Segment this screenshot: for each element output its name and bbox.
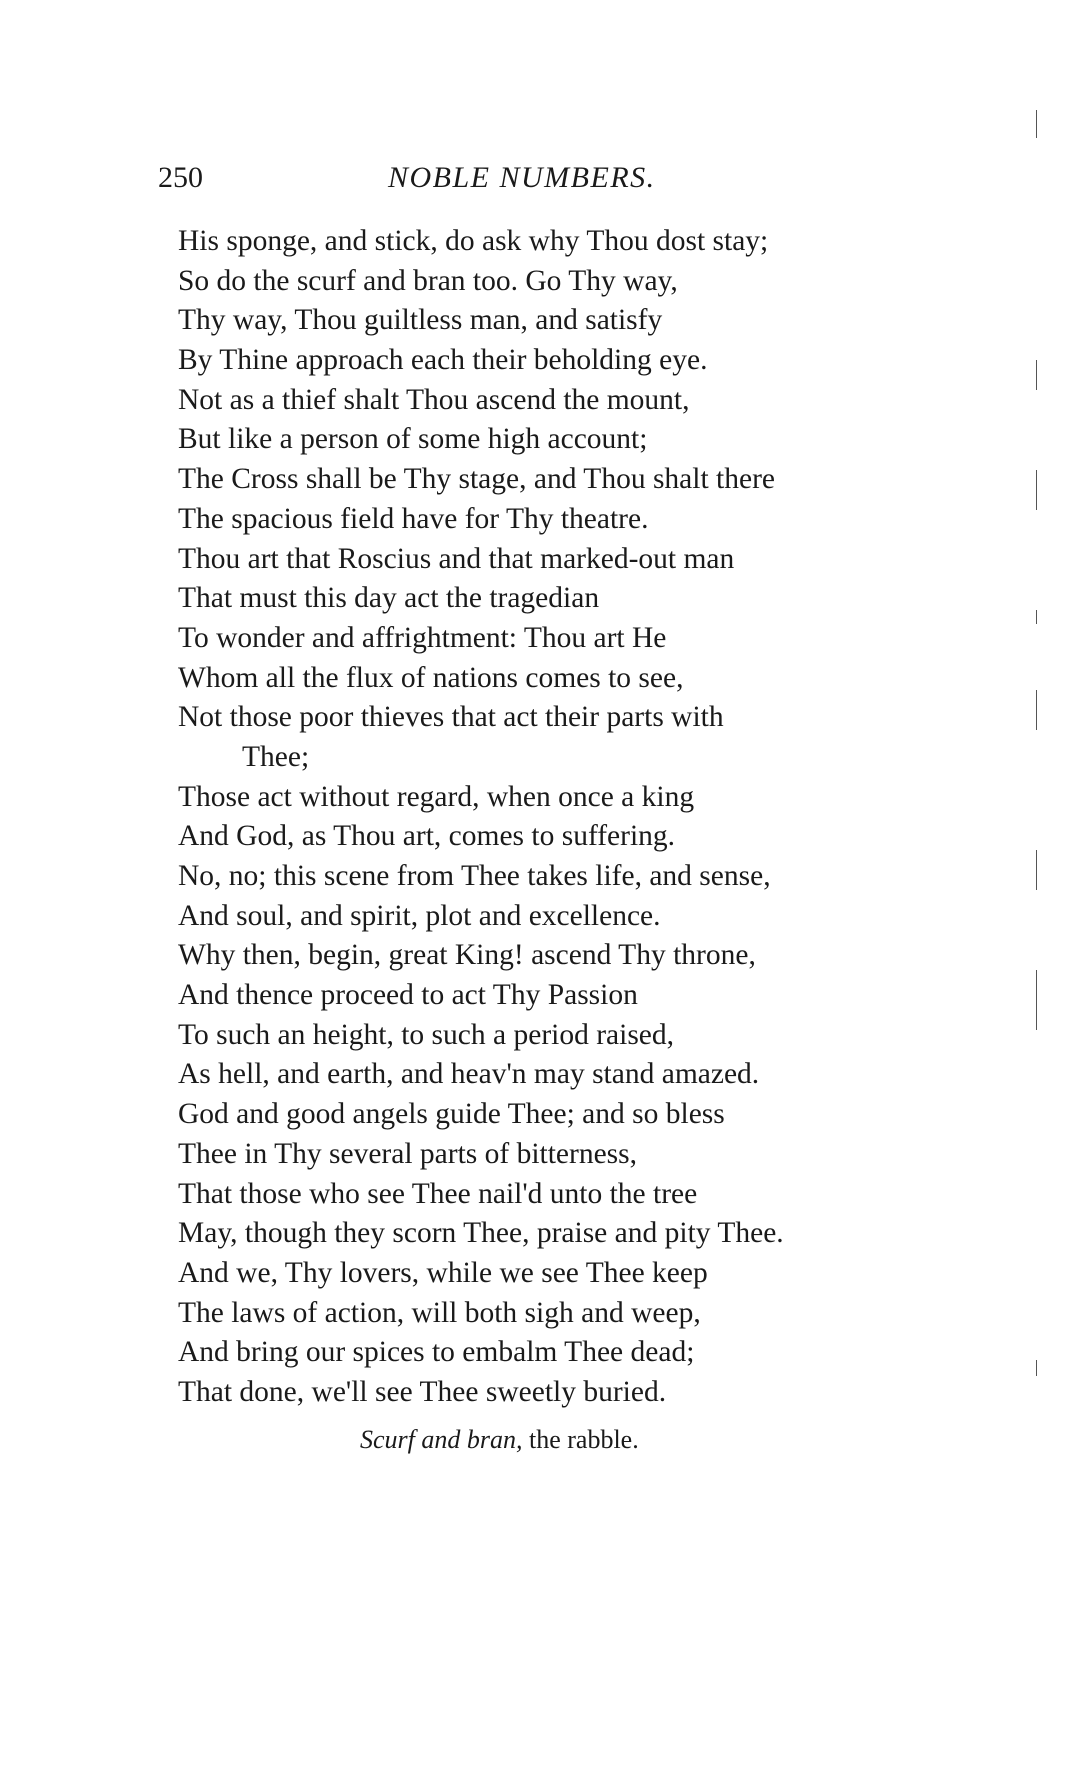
poem-line: That done, we'll see Thee sweetly buried.	[178, 1375, 667, 1408]
poem-line: Those act without regard, when once a king	[178, 780, 695, 813]
poem-line: And bring our spices to embalm Thee dead;	[178, 1336, 695, 1369]
scan-mark	[1036, 850, 1037, 890]
poem-line: By Thine approach each their beholding eye.	[178, 344, 708, 377]
scan-mark	[1036, 1360, 1037, 1376]
poem-line: So do the scurf and bran too. Go Thy way,	[178, 264, 678, 297]
poem-line: Thee;	[242, 740, 310, 773]
poem-line: To wonder and affrightment: Thou art He	[178, 621, 667, 654]
poem-line: That those who see Thee nail'd unto the tree	[178, 1177, 698, 1210]
scan-margin-marks	[1034, 110, 1040, 1410]
poem-line: His sponge, and stick, do ask why Thou dost stay;	[178, 225, 769, 257]
poem-line: And God, as Thou art, comes to suffering.	[178, 820, 676, 853]
poem-line: Thou art that Roscius and that marked-out man	[178, 542, 735, 575]
scan-mark	[1036, 470, 1037, 510]
poem-line: Thee in Thy several parts of bitterness,	[178, 1137, 638, 1170]
poem-line: The spacious field have for Thy theatre.	[178, 502, 649, 535]
scan-mark	[1036, 610, 1037, 624]
scan-mark	[1036, 360, 1037, 390]
poem-line: Whom all the flux of nations comes to see,	[178, 661, 684, 694]
running-head: NOBLE NUMBERS.	[388, 161, 656, 194]
poem-line: Why then, begin, great King! ascend Thy throne,	[178, 939, 756, 972]
poem-line: The laws of action, will both sigh and weep,	[178, 1296, 701, 1329]
footnote-term: Scurf and bran,	[360, 1425, 523, 1454]
footnote	[360, 1424, 639, 1456]
poem-line: To such an height, to such a period raised,	[178, 1018, 675, 1051]
poem-line: The Cross shall be Thy stage, and Thou shalt there	[178, 463, 775, 496]
poem-line: Not as a thief shalt Thou ascend the mount,	[178, 383, 690, 416]
poem-line: And thence proceed to act Thy Passion	[178, 979, 638, 1012]
poem-line: And we, Thy lovers, while we see Thee keep	[178, 1256, 708, 1289]
poem-line: And soul, and spirit, plot and excellence.	[178, 899, 661, 932]
poem-line: Not those poor thieves that act their parts with	[178, 701, 724, 734]
scan-mark	[1036, 690, 1037, 730]
footnote-definition: the rabble.	[522, 1425, 639, 1454]
poem-line: Thy way, Thou guiltless man, and satisfy	[178, 304, 663, 337]
poem-body	[178, 222, 928, 1413]
poem-line: God and good angels guide Thee; and so bless	[178, 1098, 725, 1131]
poem-line: But like a person of some high account;	[178, 423, 648, 456]
scan-mark	[1036, 110, 1037, 138]
poem-line: May, though they scorn Thee, praise and pity Thee.	[178, 1217, 784, 1250]
scan-mark	[1036, 970, 1037, 1030]
poem-line: That must this day act the tragedian	[178, 582, 600, 615]
poem-line: No, no; this scene from Thee takes life, and sense,	[178, 860, 771, 892]
poem-line: As hell, and earth, and heav'n may stand amazed.	[178, 1058, 760, 1091]
page-number: 250	[158, 161, 203, 194]
